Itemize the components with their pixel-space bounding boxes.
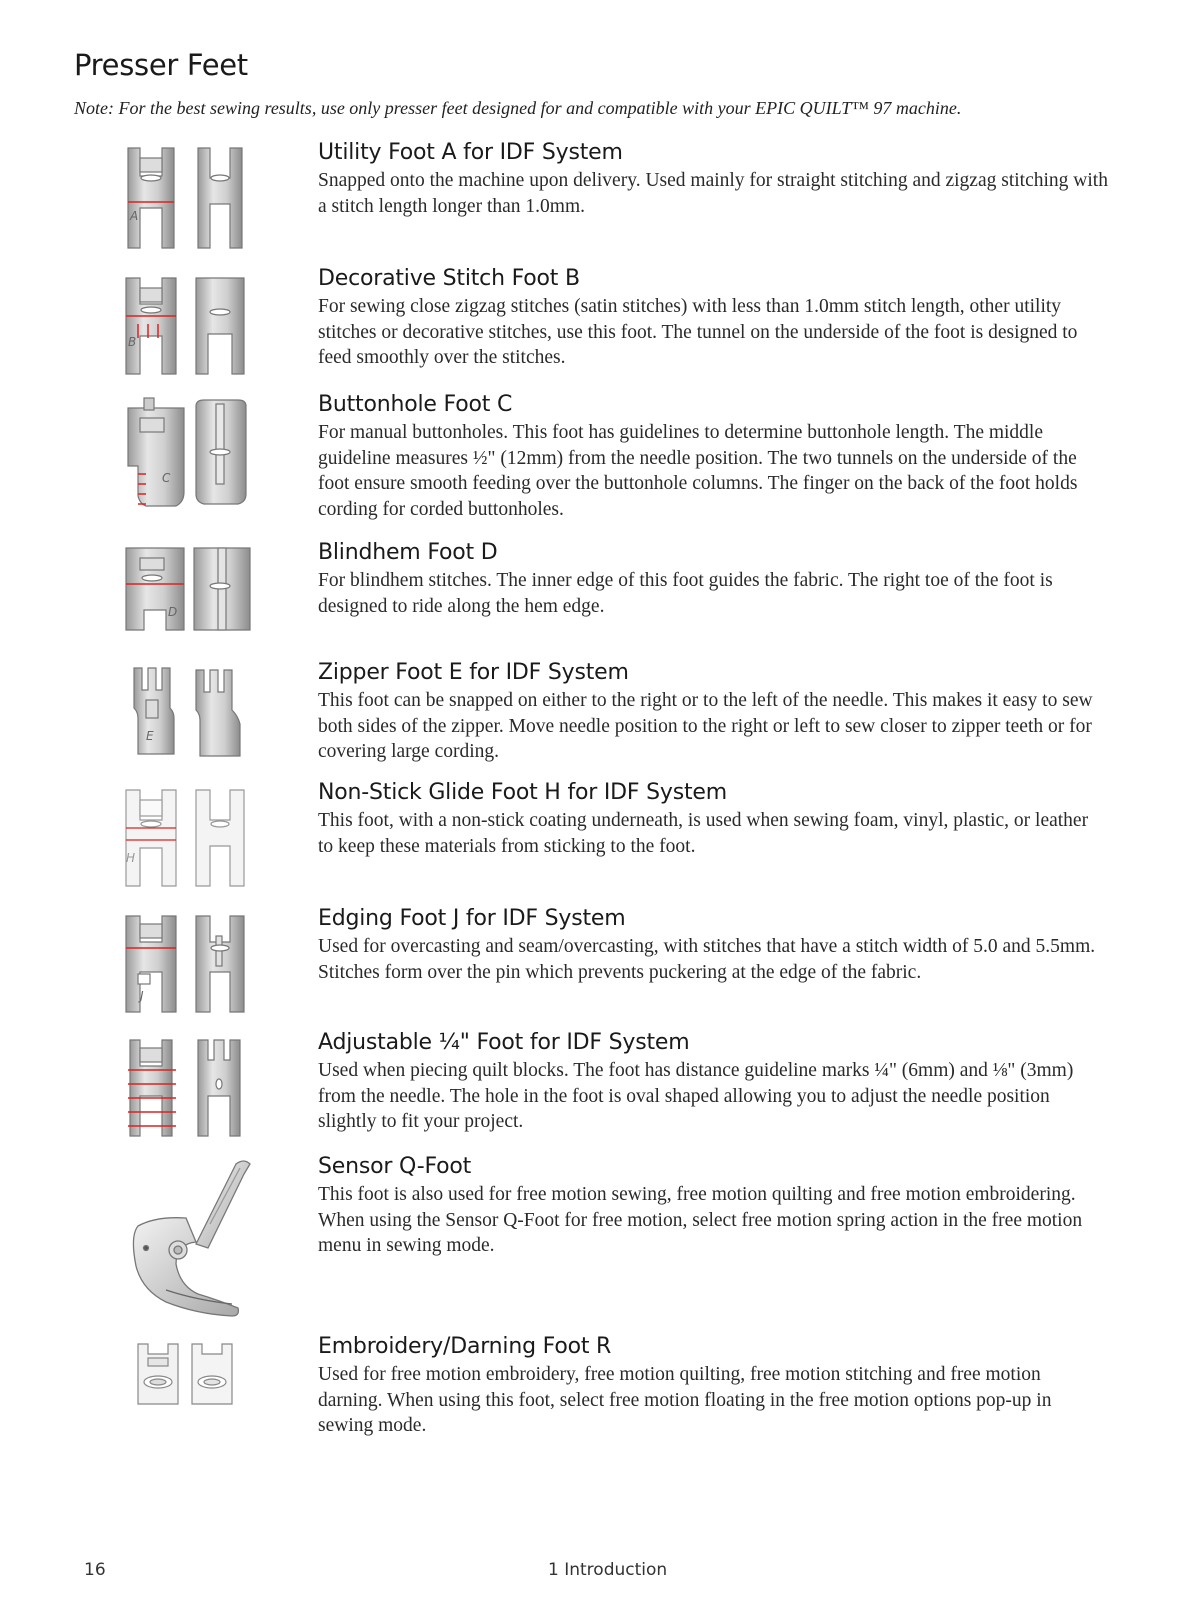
page-number: 16 <box>84 1560 106 1580</box>
foot-name: Adjustable ¼" Foot for IDF System <box>318 1030 690 1055</box>
foot-description: For manual buttonholes. This foot has guidelines to determine buttonhole length. The middle guideline measures ½" (12mm) from the needle position. The two tunnels on the underside of the foot ensure smooth feeding over the buttonhole columns. The finger on the back of the foot holds cording for corded buttonholes. <box>318 422 1078 520</box>
blindhem-foot-d-icon <box>118 540 263 640</box>
foot-name: Buttonhole Foot C <box>318 392 513 417</box>
svg-text:B: B <box>128 335 137 349</box>
foot-description: Used for overcasting and seam/overcasting, with stitches that have a stitch width of 5.0 and 5.5mm. Stitches form over the pin which prevents puckering at the edge of the fabric. <box>318 936 1096 983</box>
foot-name: Edging Foot J for IDF System <box>318 906 626 931</box>
page-title: Presser Feet <box>74 48 248 82</box>
non-stick-glide-foot-h-icon <box>118 780 263 892</box>
foot-name: Decorative Stitch Foot B <box>318 266 580 291</box>
foot-name: Blindhem Foot D <box>318 540 498 565</box>
adjustable-quarter-inch-foot-icon <box>118 1030 263 1142</box>
sensor-q-foot-icon <box>126 1154 266 1322</box>
utility-foot-a-icon <box>118 140 263 252</box>
foot-description: Used for free motion embroidery, free motion quilting, free motion stitching and free motion darning. When using this foot, select free motion floating in the free motion options pop-up in sewing mode. <box>318 1364 1052 1436</box>
svg-text:A: A <box>130 209 139 223</box>
svg-text:J: J <box>140 989 144 1003</box>
zipper-foot-e-icon <box>118 660 263 760</box>
foot-description: Snapped onto the machine upon delivery. Used mainly for straight stitching and zigzag stitching with a stitch length longer than 1.0mm. <box>318 170 1108 217</box>
foot-name: Embroidery/Darning Foot R <box>318 1334 612 1359</box>
foot-name: Zipper Foot E for IDF System <box>318 660 629 685</box>
decorative-stitch-foot-b-icon <box>118 266 263 378</box>
svg-text:C: C <box>162 471 171 485</box>
edging-foot-j-icon <box>118 906 263 1018</box>
svg-text:H: H <box>126 851 136 865</box>
foot-description: For blindhem stitches. The inner edge of this foot guides the fabric. The right toe of the foot is designed to ride along the hem edge. <box>318 570 1053 617</box>
compatibility-note: Note: For the best sewing results, use only presser feet designed for and compatible with your EPIC QUILT™ 97 machine. <box>74 98 962 118</box>
foot-description: This foot, with a non-stick coating underneath, is used when sewing foam, vinyl, plastic, or leather to keep these materials from sticking to the foot. <box>318 810 1089 857</box>
embroidery-darning-foot-r-icon <box>130 1334 250 1414</box>
foot-description: This foot can be snapped on either to the right or to the left of the needle. This makes it easy to sew both sides of the zipper. Move needle position to the right or left to sew closer to zipper teeth or for covering large cording. <box>318 690 1093 762</box>
foot-name: Sensor Q-Foot <box>318 1154 472 1179</box>
foot-description: For sewing close zigzag stitches (satin stitches) with less than 1.0mm stitch length, other utility stitches or decorative stitches, use this foot. The tunnel on the underside of the foot is designed to feed smoothly over the stitches. <box>318 296 1078 368</box>
foot-name: Utility Foot A for IDF System <box>318 140 623 165</box>
svg-text:E: E <box>146 729 154 743</box>
buttonhole-foot-c-icon <box>118 392 263 520</box>
foot-description: Used when piecing quilt blocks. The foot has distance guideline marks ¼" (6mm) and ⅛" (3mm) from the needle. The hole in the foot is oval shaped allowing you to adjust the needle position slightly to fit your project. <box>318 1060 1074 1132</box>
svg-text:D: D <box>168 605 178 619</box>
section-title: 1 Introduction <box>548 1560 668 1580</box>
foot-description: This foot is also used for free motion sewing, free motion quilting and free motion embroidering. When using the Sensor Q-Foot for free motion, select free motion spring action in the free motion menu in sewing mode. <box>318 1184 1083 1256</box>
foot-name: Non-Stick Glide Foot H for IDF System <box>318 780 727 805</box>
